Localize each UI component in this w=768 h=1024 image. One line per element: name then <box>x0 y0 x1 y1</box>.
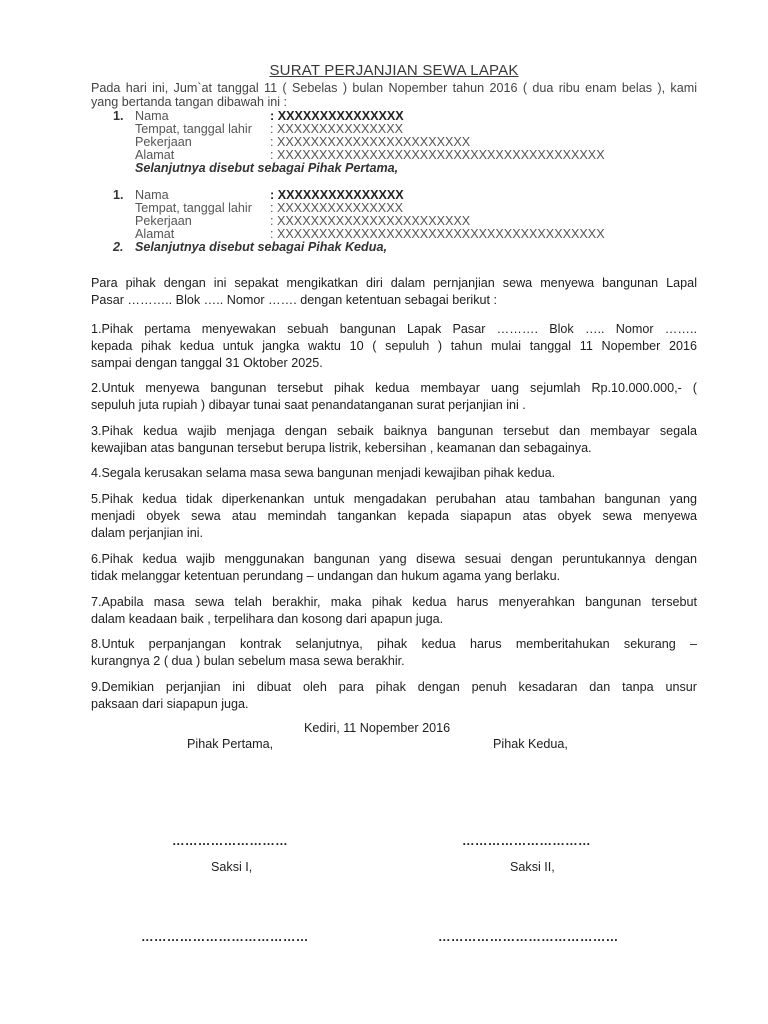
party-one-block <box>91 110 691 175</box>
clause-line: 7.Apabila masa sewa telah berakhir, maka pihak kedua harus menyerahkan bangunan tersebut <box>91 595 697 609</box>
field-label-birth: Tempat, tanggal lahir <box>135 201 252 215</box>
party-two-block <box>91 189 691 254</box>
field-label-name: Nama <box>135 109 169 123</box>
paragraph-line: Para pihak dengan ini sepakat mengikatkan diri dalam pernjanjian sewa menyewa bangunan Lapal <box>91 276 697 290</box>
second-party-signature-line: ………………………… <box>462 834 591 848</box>
clause-1 <box>91 321 697 372</box>
clause-line: 9.Demikian perjanjian ini dibuat oleh para pihak dengan penuh kesadaran dan tanpa unsur <box>91 680 697 694</box>
clause-line: dalam keadaan baik , terpelihara dan kosong dari apapun juga. <box>91 612 444 626</box>
field-label-occupation: Pekerjaan <box>135 135 192 149</box>
clause-line: 6.Pihak kedua wajib menggunakan bangunan yang disewa sesuai dengan peruntukannya dengan <box>91 552 697 566</box>
field-label-address: Alamat <box>135 148 175 162</box>
clause-line: dalam perjanjian ini. <box>91 526 204 540</box>
place-date: Kediri, 11 Nopember 2016 <box>304 721 451 735</box>
clause-4 <box>91 465 697 482</box>
clause-line: 5.Pihak kedua tidak diperkenankan untuk mengadakan perubahan atau tambahan bangunan yang <box>91 492 697 506</box>
document-title: SURAT PERJANJIAN SEWA LAPAK <box>269 62 519 79</box>
clause-line: 3.Pihak kedua wajib menjaga dengan sebaik baiknya bangunan tersebut dan membayar segala <box>91 424 697 438</box>
agreement-paragraph <box>91 275 697 309</box>
clause-line: 4.Segala kerusakan selama masa sewa bangunan menjadi kewajiban pihak kedua. <box>91 466 556 480</box>
field-value-birth: : XXXXXXXXXXXXXXX <box>270 201 403 215</box>
clause-5 <box>91 491 697 542</box>
party-two-note-number: 2. <box>113 240 124 254</box>
clause-line: tidak melanggar ketentuan perundang – undangan dan hukum agama yang berlaku. <box>91 569 561 583</box>
clause-line: sampai dengan tanggal 31 Oktober 2025. <box>91 356 323 370</box>
clause-line: kurangnya 2 ( dua ) bulan sebelum masa sewa berakhir. <box>91 654 405 668</box>
clause-8 <box>91 636 697 670</box>
clause-line: kewajiban atas bangunan tersebut berupa listrik, kebersihan , keamanan dan sebagainya. <box>91 441 592 455</box>
field-value-address: : XXXXXXXXXXXXXXXXXXXXXXXXXXXXXXXXXXXXXXX <box>270 148 605 162</box>
witness-two-label: Saksi II, <box>510 860 555 874</box>
clause-9 <box>91 679 697 713</box>
intro-line: Pada hari ini, Jum`at tanggal 11 ( Sebelas ) bulan Nopember tahun 2016 ( dua ribu enam belas ), kami <box>91 81 697 95</box>
clause-7 <box>91 594 697 628</box>
clause-line: 8.Untuk perpanjangan kontrak selanjutnya, pihak kedua harus memberitahukan sekurang – <box>91 637 697 651</box>
party-number: 1. <box>113 109 124 123</box>
clause-line: paksaan dari siapapun juga. <box>91 697 249 711</box>
field-value-address: : XXXXXXXXXXXXXXXXXXXXXXXXXXXXXXXXXXXXXXX <box>270 227 605 241</box>
clause-2 <box>91 380 697 414</box>
field-label-address: Alamat <box>135 227 175 241</box>
clause-6 <box>91 551 697 585</box>
field-label-occupation: Pekerjaan <box>135 214 192 228</box>
clause-line: sepuluh juta rupiah ) dibayar tunai saat penandatanganan surat perjanjian ini . <box>91 398 526 412</box>
first-party-signature-line: ……………………… <box>172 834 289 848</box>
witness-two-signature-line: …………………………………… <box>438 930 619 944</box>
field-value-occupation: : XXXXXXXXXXXXXXXXXXXXXXX <box>270 214 471 228</box>
intro-paragraph <box>91 81 697 109</box>
field-value-name: : XXXXXXXXXXXXXXX <box>270 109 404 123</box>
second-party-label: Pihak Kedua, <box>493 737 568 751</box>
field-label-birth: Tempat, tanggal lahir <box>135 122 252 136</box>
clause-line: 2.Untuk menyewa bangunan tersebut pihak kedua membayar uang sejumlah Rp.10.000.000,- ( <box>91 381 697 395</box>
party-two-note: Selanjutnya disebut sebagai Pihak Kedua, <box>135 240 387 254</box>
clause-line: kepada pihak kedua untuk jangka waktu 10 ( sepuluh ) tahun mulai tanggal 11 Nopember 2016 <box>91 339 697 353</box>
paragraph-line: Pasar ……….. Blok ….. Nomor ……. dengan ketentuan sebagai berikut : <box>91 293 497 307</box>
clause-line: menjadi obyek sewa atau memindah tangankan kepada siapapun atas obyek sewa menyewa <box>91 509 697 523</box>
clause-3 <box>91 423 697 457</box>
field-value-occupation: : XXXXXXXXXXXXXXXXXXXXXXX <box>270 135 471 149</box>
first-party-label: Pihak Pertama, <box>187 737 274 751</box>
party-number: 1. <box>113 188 124 202</box>
witness-one-label: Saksi I, <box>211 860 253 874</box>
party-one-note: Selanjutnya disebut sebagai Pihak Pertama, <box>135 161 399 175</box>
clause-line: 1.Pihak pertama menyewakan sebuah bangunan Lapak Pasar ………. Blok ….. Nomor …….. <box>91 322 697 336</box>
field-label-name: Nama <box>135 188 169 202</box>
witness-one-signature-line: ………………………………… <box>141 930 309 944</box>
field-value-name: : XXXXXXXXXXXXXXX <box>270 188 404 202</box>
intro-line: yang bertanda tangan dibawah ini : <box>91 95 288 109</box>
field-value-birth: : XXXXXXXXXXXXXXX <box>270 122 403 136</box>
